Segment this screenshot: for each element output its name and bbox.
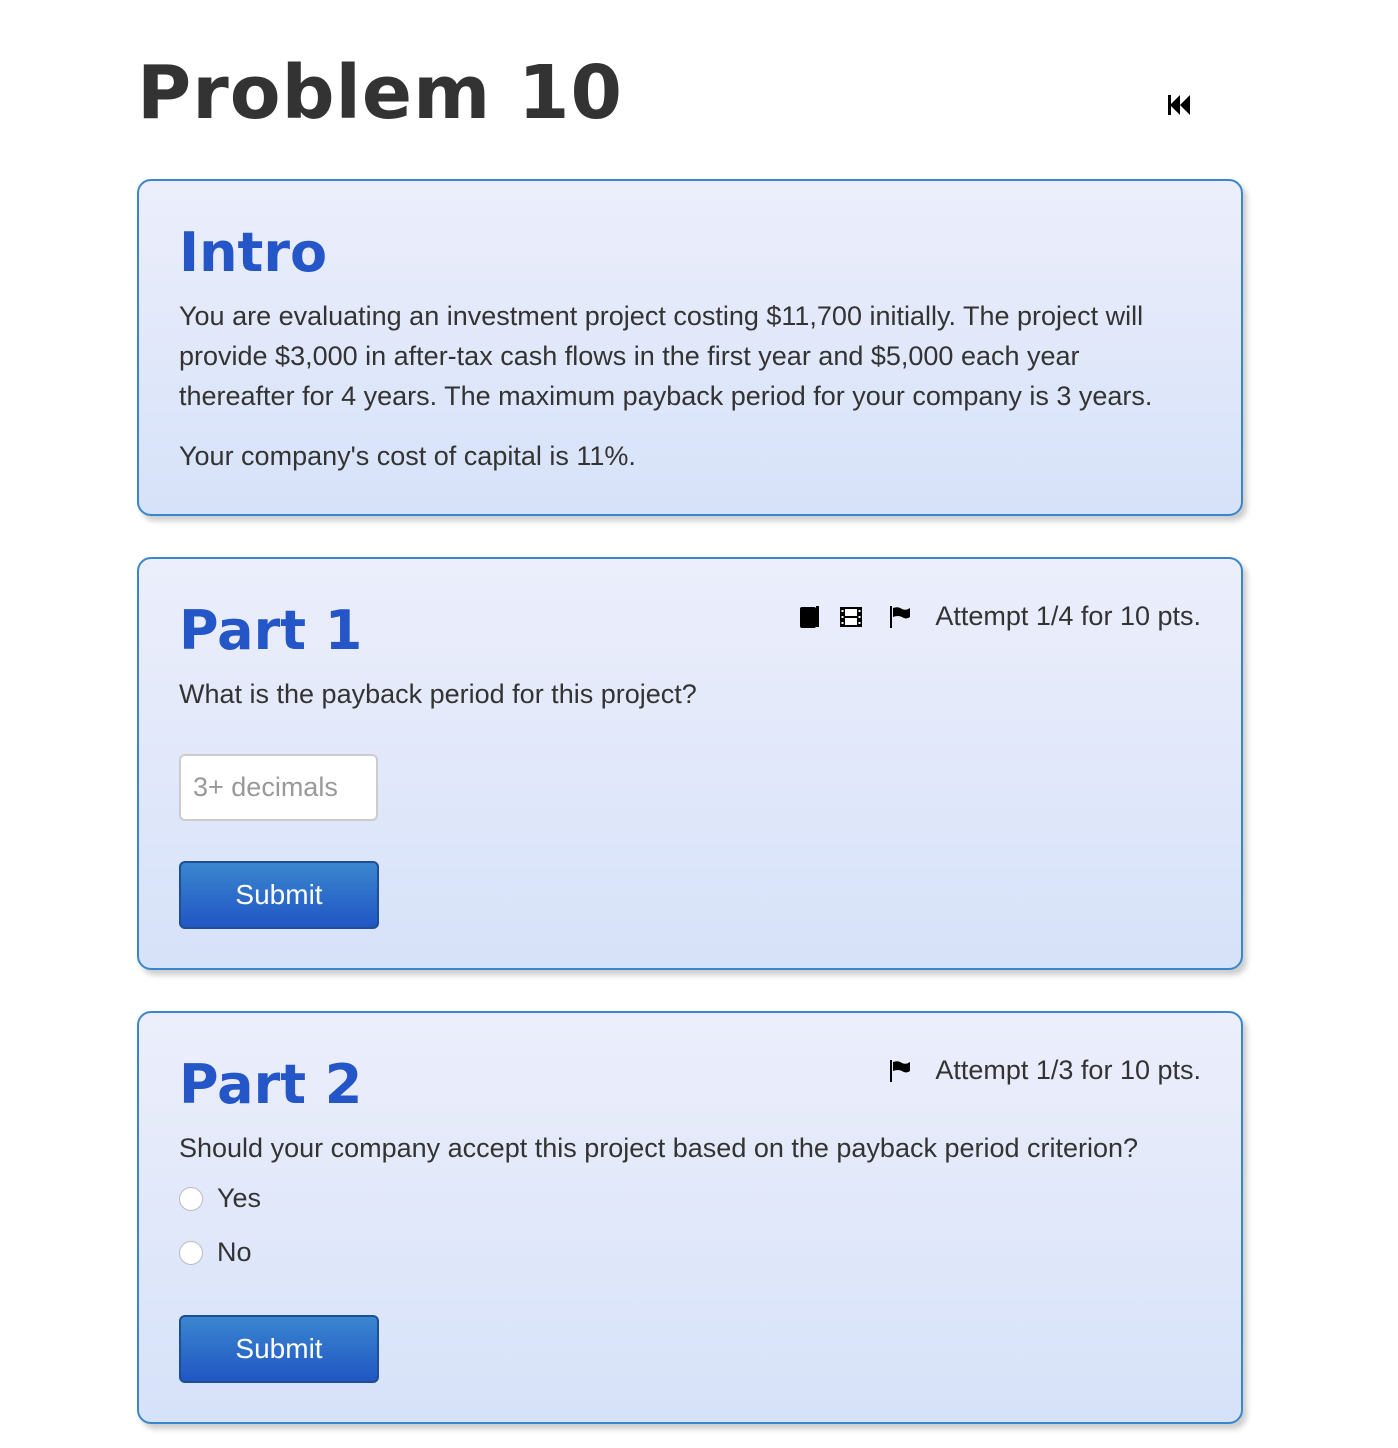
radio-yes[interactable] [179, 1183, 261, 1214]
part2-panel [137, 1011, 1243, 1424]
radio-label: No [217, 1237, 252, 1267]
part2-heading: Part 2 [179, 1053, 363, 1116]
radio-button[interactable] [179, 1187, 203, 1211]
intro-text: You are evaluating an investment project costing $11,700 initially. The project will provide $3,000 in after-tax cash flows in the first year and $5,000 each year thereafter for 4 years. The maximum payback period for your company is 3 years. [179, 301, 1153, 411]
payback-answer-input[interactable] [179, 754, 378, 821]
part1-heading: Part 1 [179, 599, 363, 662]
radio-button[interactable] [179, 1241, 203, 1265]
page-title: Problem 10 [137, 50, 623, 136]
submit-button[interactable]: Submit [179, 1315, 379, 1383]
attempt-counter: Attempt 1/4 for 10 pts. [935, 601, 1201, 631]
cost-of-capital-text: Your company's cost of capital is 11%. [179, 441, 636, 471]
submit-button[interactable]: Submit [179, 861, 379, 929]
book-icon[interactable] [799, 605, 821, 629]
intro-heading: Intro [179, 221, 328, 284]
attempt-counter: Attempt 1/3 for 10 pts. [935, 1055, 1201, 1085]
flag-icon[interactable] [889, 605, 913, 629]
part1-panel [137, 557, 1243, 970]
flag-icon[interactable] [889, 1059, 913, 1083]
collapse-rewind-icon[interactable] [1166, 92, 1194, 118]
intro-panel [137, 179, 1243, 516]
part2-question: Should your company accept this project based on the payback period criterion? [179, 1133, 1139, 1163]
radio-label: Yes [217, 1183, 262, 1213]
radio-no[interactable] [179, 1237, 252, 1268]
part1-question: What is the payback period for this project? [179, 679, 697, 709]
video-icon[interactable] [839, 606, 863, 628]
